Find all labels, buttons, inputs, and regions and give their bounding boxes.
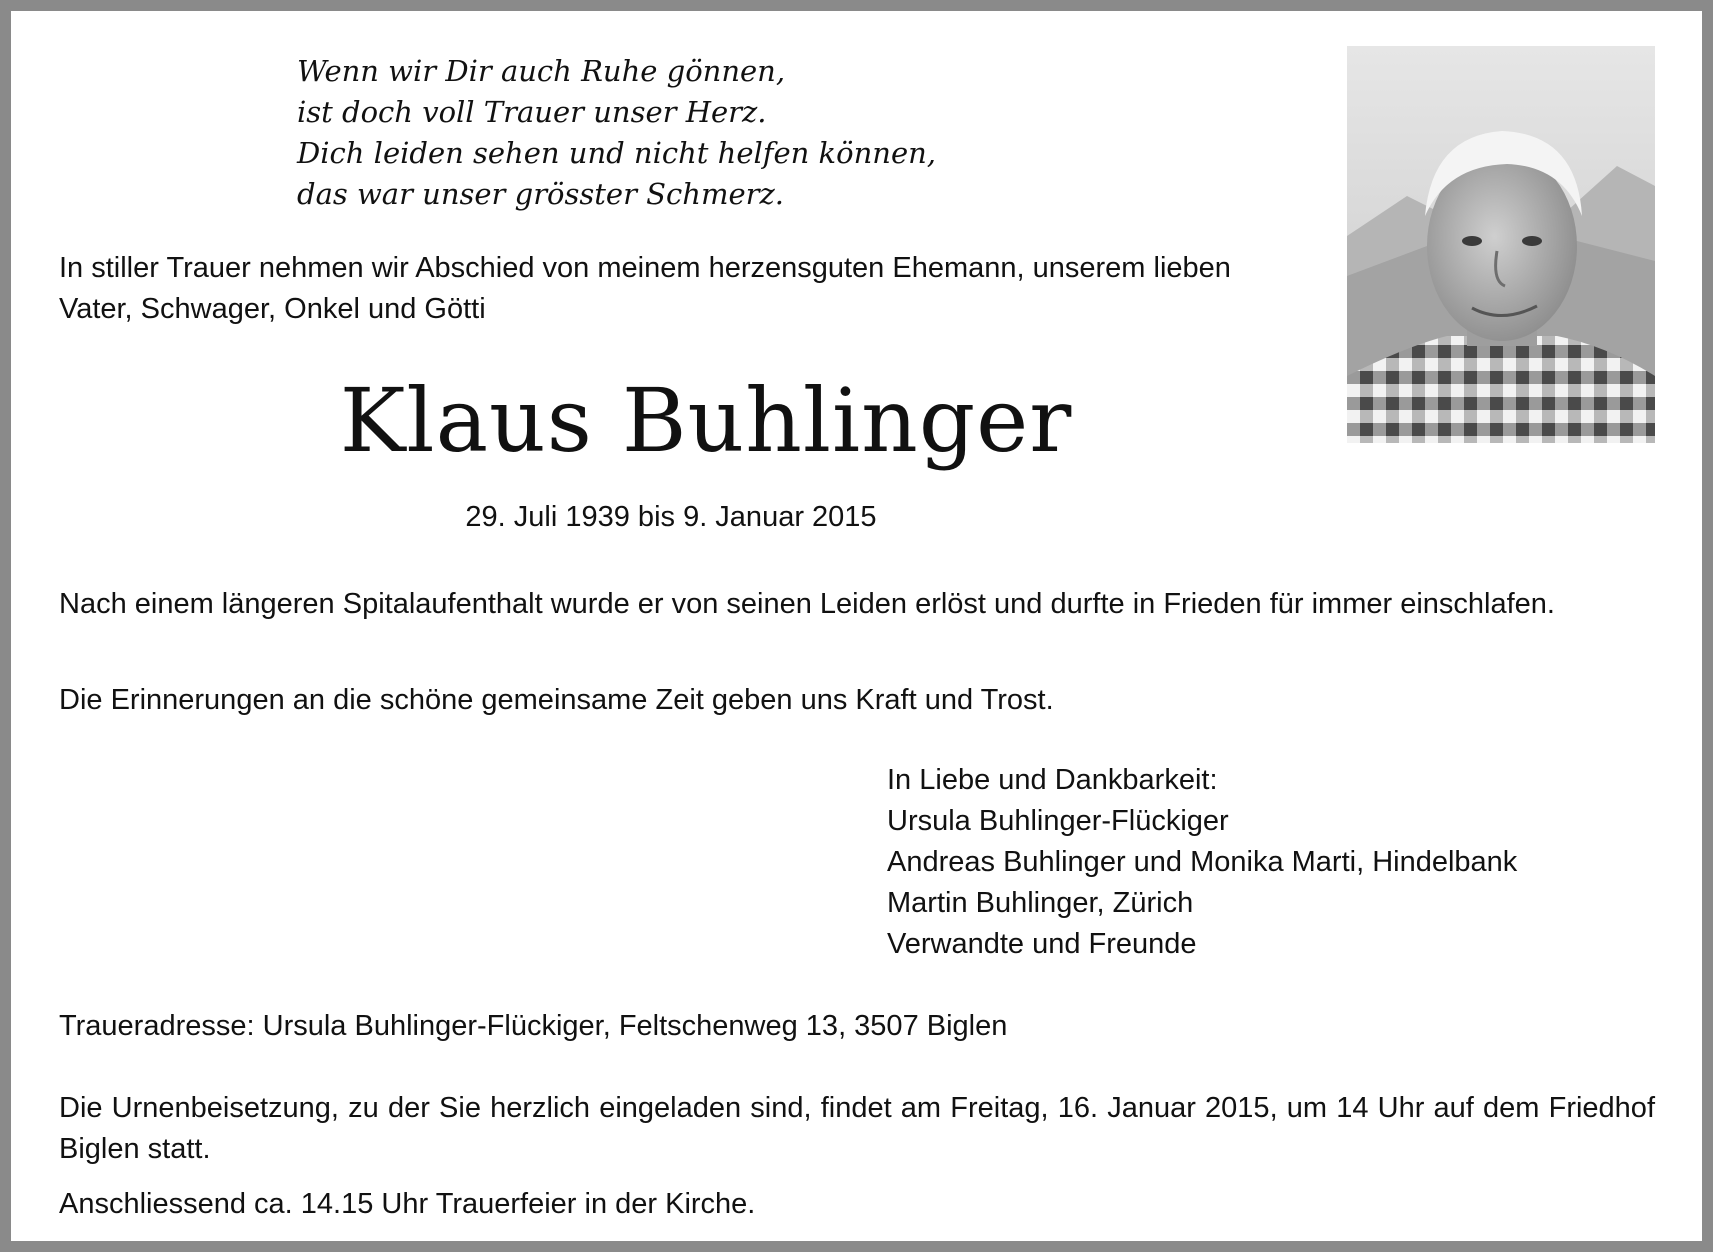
mourner-name: Ursula Buhlinger-Flückiger [887, 805, 1229, 837]
obituary-notice [11, 11, 1702, 1241]
ceremony-announcement: Anschliessend ca. 14.15 Uhr Trauerfeier in der Kirche. [59, 1188, 756, 1220]
memories-paragraph: Die Erinnerungen an die schöne gemeinsame Zeit geben uns Kraft und Trost. [59, 684, 1054, 716]
poem-line: Wenn wir Dir auch Ruhe gönnen, [297, 54, 786, 88]
burial-announcement: Die Urnenbeisetzung, zu der Sie herzlich eingeladen sind, findet am Freitag, 16. Januar 2015, um 14 Uhr auf dem Friedhof Biglen statt. [59, 1092, 1655, 1165]
poem-line: ist doch voll Trauer unser Herz. [297, 95, 767, 129]
deceased-name: Klaus Buhlinger [339, 369, 1073, 472]
signature-heading: In Liebe und Dankbarkeit: [887, 764, 1218, 796]
mourners-signature [887, 760, 1667, 965]
memorial-poem [297, 51, 997, 215]
mourning-address: Traueradresse: Ursula Buhlinger-Flückiger, Feltschenweg 13, 3507 Biglen [59, 1010, 1008, 1042]
poem-line: Dich leiden sehen und nicht helfen können, [297, 136, 937, 170]
portrait-photo [1347, 46, 1655, 443]
mourner-name: Verwandte und Freunde [887, 928, 1197, 960]
passing-paragraph: Nach einem längeren Spitalaufenthalt wurde er von seinen Leiden erlöst und durfte in Frieden für immer einschlafen. [59, 588, 1555, 620]
life-dates: 29. Juli 1939 bis 9. Januar 2015 [465, 501, 877, 533]
mourner-name: Martin Buhlinger, Zürich [887, 887, 1194, 919]
intro-text: In stiller Trauer nehmen wir Abschied von meinem herzensguten Ehemann, unserem lieben Vater, Schwager, Onkel und Götti [59, 252, 1231, 325]
poem-line: das war unser grösster Schmerz. [297, 177, 784, 211]
mourner-name: Andreas Buhlinger und Monika Marti, Hindelbank [887, 846, 1518, 878]
